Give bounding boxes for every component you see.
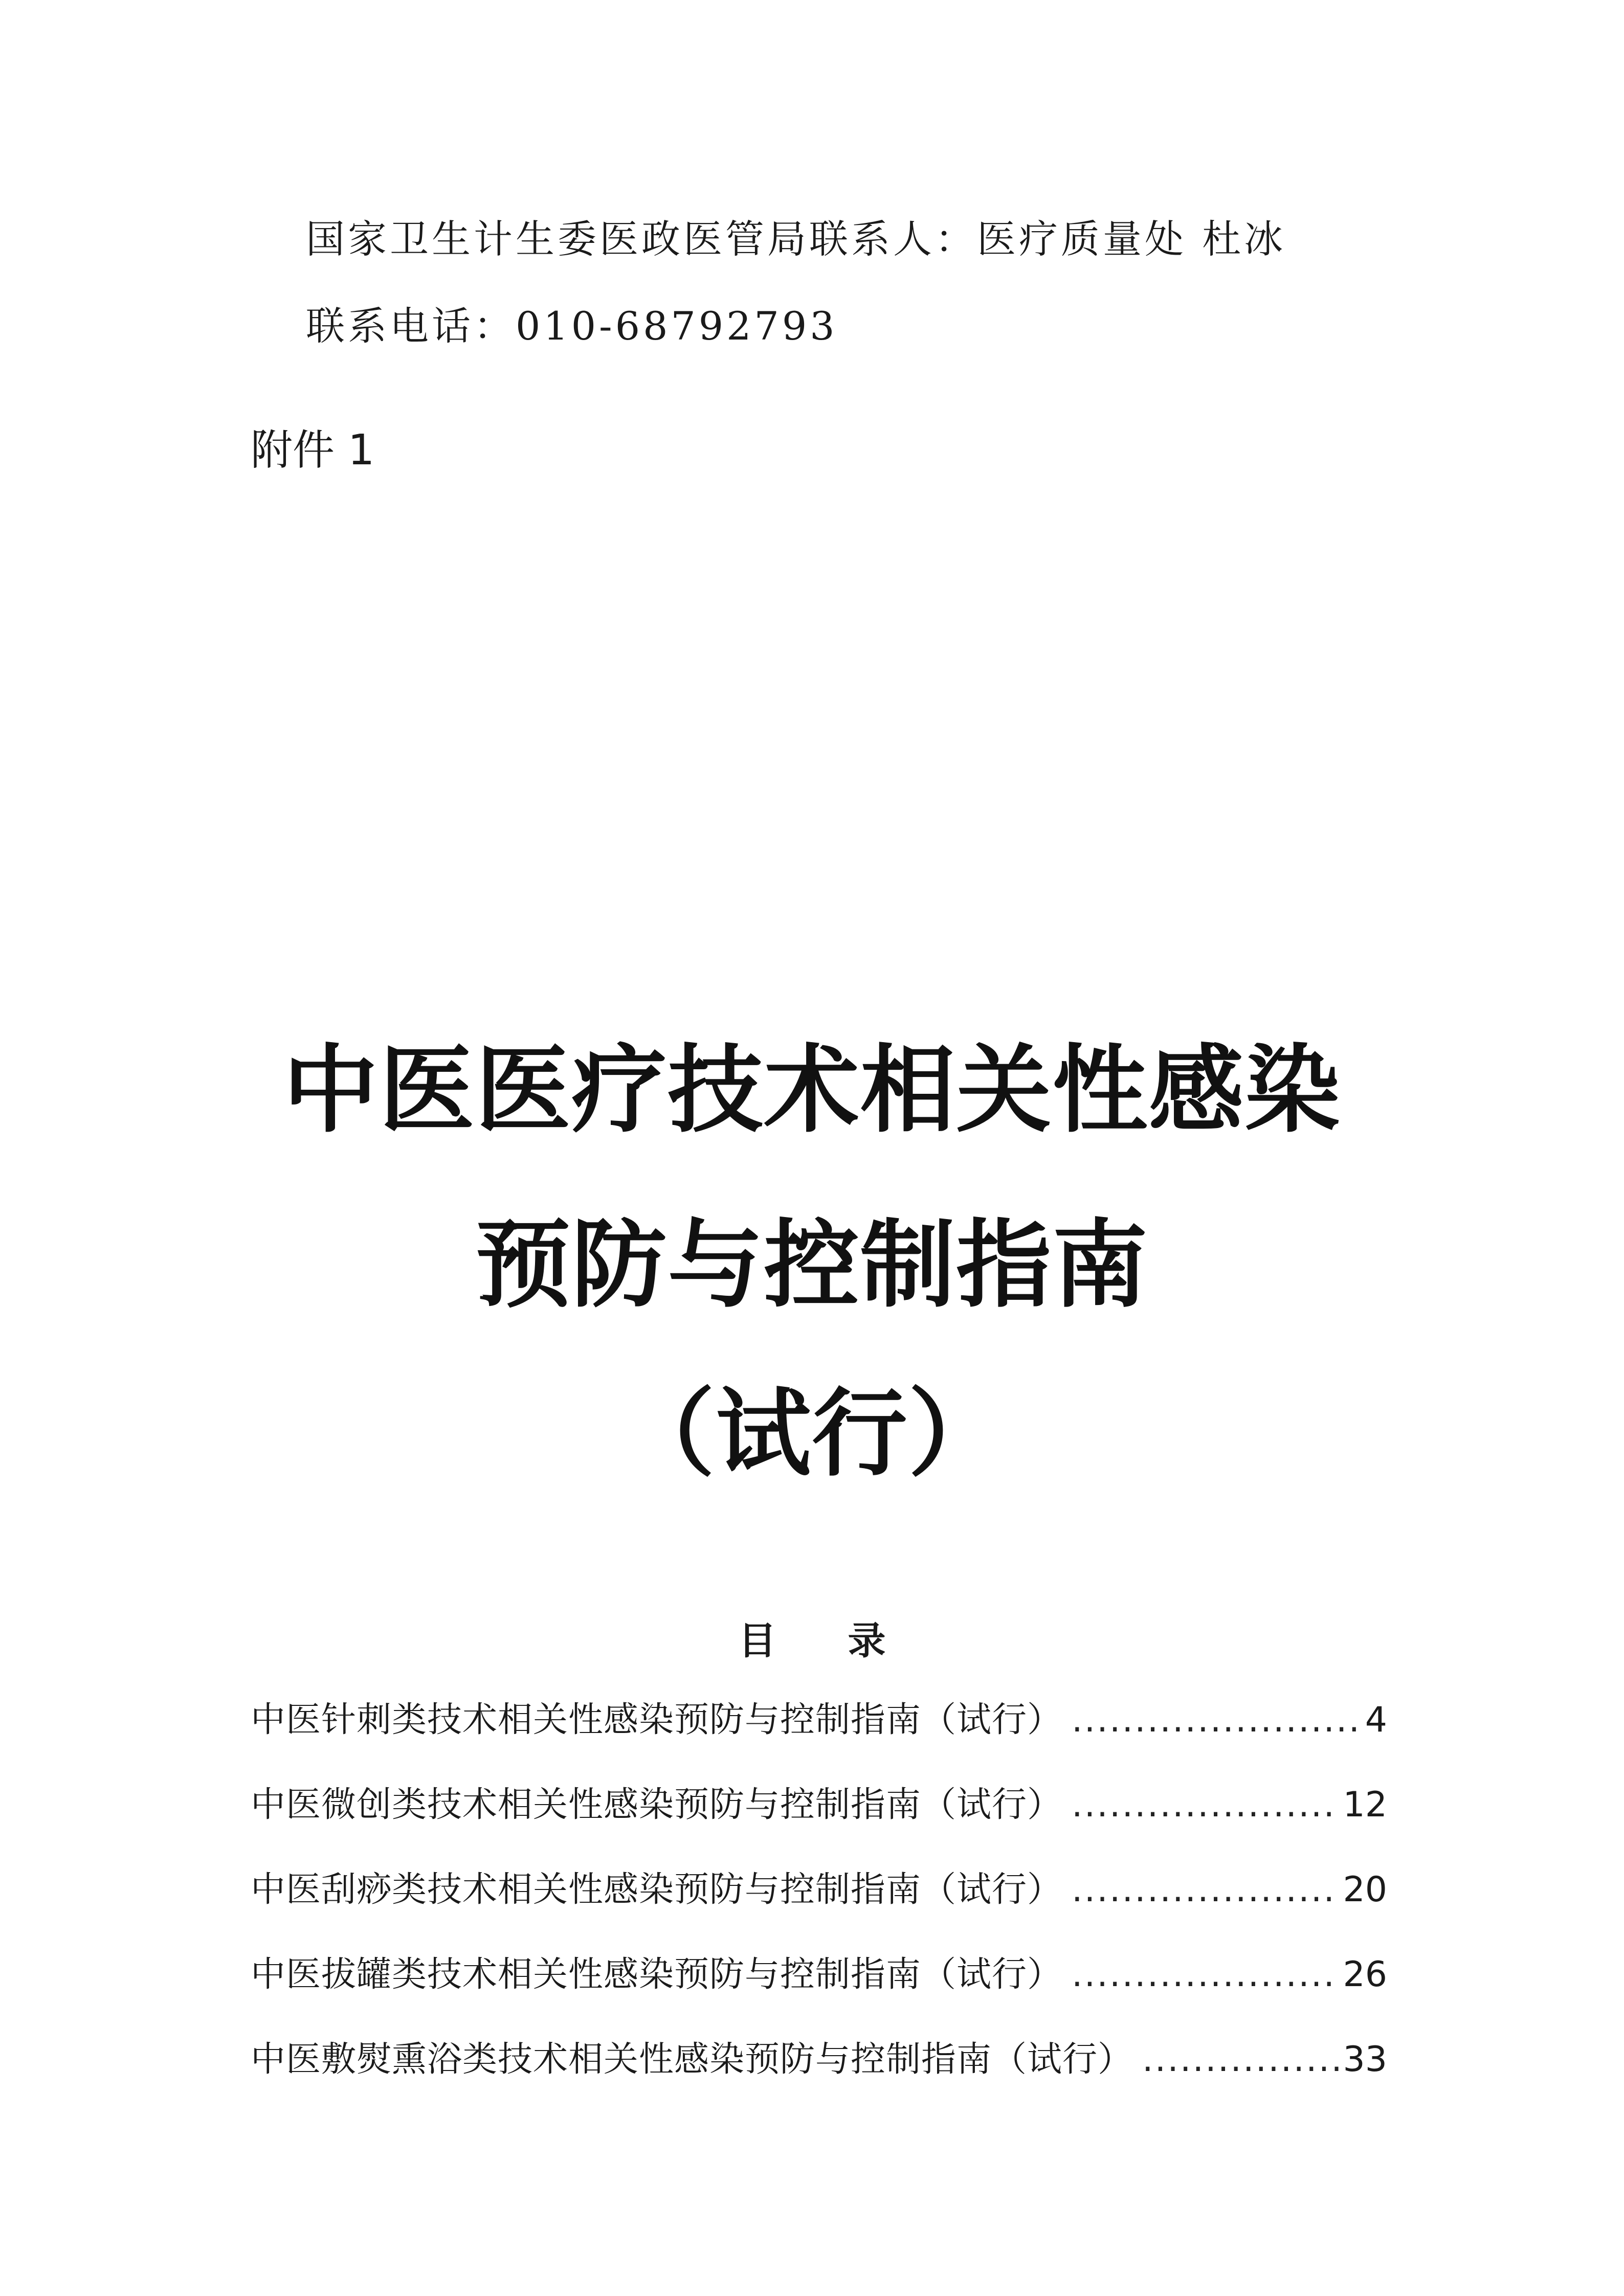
toc-entry-page: 12 bbox=[1343, 1785, 1387, 1825]
toc-dot-leader bbox=[1072, 1873, 1339, 1907]
toc-entry[interactable] bbox=[251, 1870, 1387, 1957]
document-title-line-3: （试行） bbox=[619, 1377, 1005, 1489]
attachment-label: 附件 1 bbox=[251, 426, 375, 475]
toc-dot-leader bbox=[1072, 1957, 1339, 1992]
toc-dot-leader bbox=[1142, 2042, 1339, 2077]
toc-dot-leader bbox=[1072, 1703, 1361, 1738]
toc-entry-title: 中医微创类技术相关性感染预防与控制指南（试行） bbox=[251, 1785, 1063, 1825]
document-title-line-1: 中医医疗技术相关性感染 bbox=[283, 1033, 1341, 1145]
toc-entry-page: 20 bbox=[1343, 1870, 1387, 1910]
toc-entry[interactable] bbox=[251, 2039, 1387, 2127]
table-of-contents bbox=[251, 1700, 1387, 2127]
toc-entry-page: 4 bbox=[1365, 1700, 1387, 1740]
toc-entry[interactable] bbox=[251, 1954, 1387, 2042]
toc-entry-title: 中医刮痧类技术相关性感染预防与控制指南（试行） bbox=[251, 1870, 1063, 1910]
toc-dot-leader bbox=[1072, 1788, 1339, 1822]
contact-phone-line: 联系电话：010-68792793 bbox=[306, 303, 838, 349]
toc-heading: 目录 bbox=[738, 1619, 958, 1663]
toc-entry-page: 33 bbox=[1343, 2039, 1387, 2080]
toc-entry-title: 中医针刺类技术相关性感染预防与控制指南（试行） bbox=[251, 1700, 1063, 1740]
toc-entry[interactable] bbox=[251, 1785, 1387, 1873]
document-title-line-2: 预防与控制指南 bbox=[475, 1208, 1149, 1320]
toc-entry-title: 中医拔罐类技术相关性感染预防与控制指南（试行） bbox=[251, 1954, 1063, 1995]
contact-person-line: 国家卫生计生委医政医管局联系人：医疗质量处 杜冰 bbox=[306, 216, 1286, 262]
toc-entry[interactable] bbox=[251, 1700, 1387, 1788]
toc-entry-page: 26 bbox=[1343, 1954, 1387, 1995]
toc-entry-title: 中医敷熨熏浴类技术相关性感染预防与控制指南（试行） bbox=[251, 2039, 1133, 2080]
